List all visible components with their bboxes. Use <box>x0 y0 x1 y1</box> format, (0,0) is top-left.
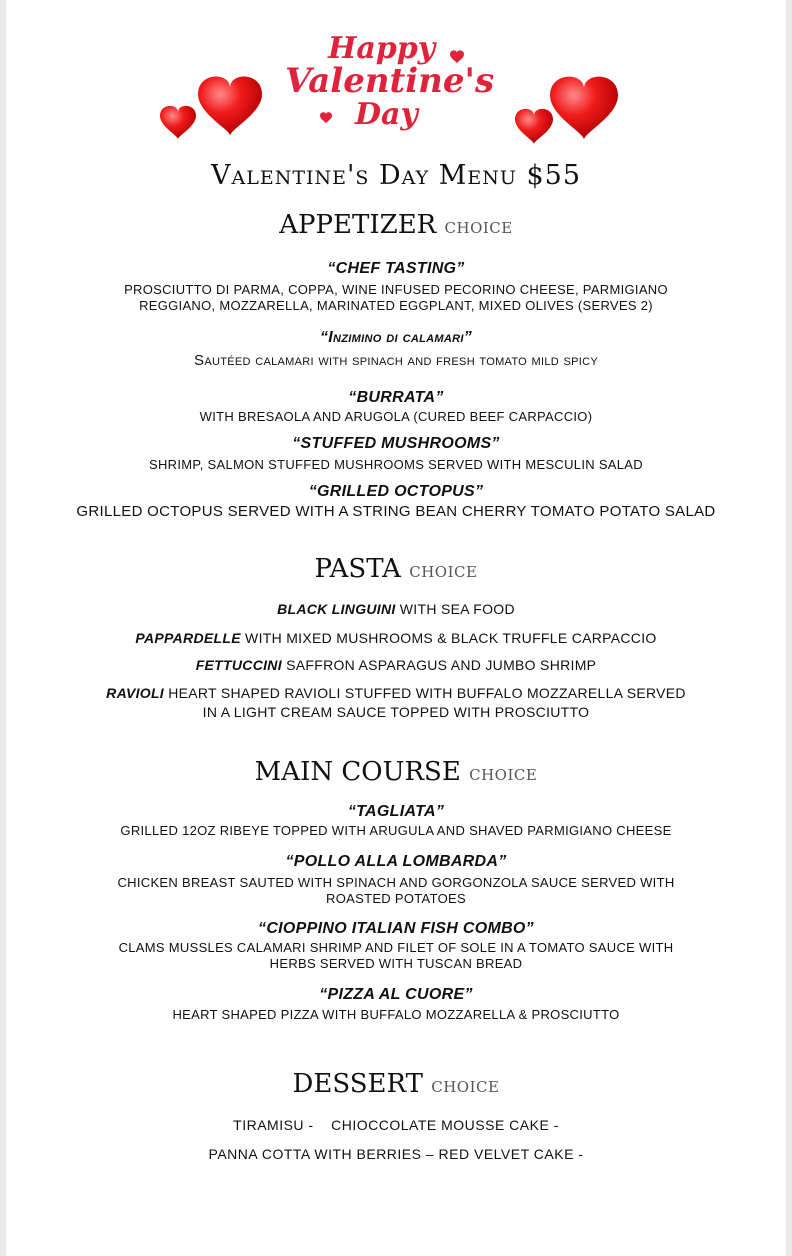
desc-line: HERBS SERVED WITH TUSCAN BREAD <box>269 956 523 971</box>
item-desc-chef-tasting <box>20 282 772 314</box>
pasta-item-desc: WITH SEA FOOD <box>395 601 515 617</box>
main-course-heading-label: MAIN COURSE <box>254 757 461 787</box>
desc-line: PROSCIUTTO DI PARMA, COPPA, WINE INFUSED PECORINO CHEESE, PARMIGIANO <box>124 282 668 297</box>
right-border <box>786 0 792 1256</box>
item-desc-burrata: WITH BRESAOLA AND ARUGOLA (CURED BEEF CARPACCIO) <box>199 409 593 424</box>
appetizer-heading-label: APPETIZER <box>279 210 437 240</box>
happy-script: Happy <box>328 31 436 66</box>
item-desc-stuffed-mushrooms: SHRIMP, SALMON STUFFED MUSHROOMS SERVED WITH MESCULIN SALAD <box>149 457 643 472</box>
item-name-cioppino: “CIOPPINO ITALIAN FISH COMBO” <box>258 920 534 937</box>
item-name-stuffed-mushrooms: “STUFFED MUSHROOMS” <box>292 435 500 452</box>
pasta-item-fettuccini <box>20 656 772 675</box>
heart-icon <box>198 76 262 135</box>
day-script: Day <box>355 97 418 132</box>
pasta-item-name: BLACK LINGUINI <box>277 601 396 617</box>
pasta-heading <box>20 554 772 584</box>
dessert-choice-label: CHOICE <box>431 1078 500 1096</box>
item-name-inzimino: “Inzimino di calamari” <box>319 329 473 346</box>
dessert-heading-label: DESSERT <box>292 1069 423 1099</box>
pasta-item-name: PAPPARDELLE <box>135 630 241 646</box>
pasta-item-desc: WITH MIXED MUSHROOMS & BLACK TRUFFLE CARPACCIO <box>240 630 657 646</box>
heart-icon <box>550 77 618 140</box>
pasta-item-black-linguini <box>20 600 772 619</box>
pasta-item-desc: SAFFRON ASPARAGUS AND JUMBO SHRIMP <box>281 657 597 673</box>
main-course-choice-label: CHOICE <box>469 766 538 784</box>
pasta-item-desc-line2: IN A LIGHT CREAM SAUCE TOPPED WITH PROSCIUTTO <box>202 704 590 720</box>
dessert-line-2: PANNA COTTA WITH BERRIES – RED VELVET CAKE - <box>208 1146 584 1162</box>
item-name-pollo: “POLLO ALLA LOMBARDA” <box>285 853 507 870</box>
heart-icon <box>515 109 553 144</box>
item-name-pizza: “PIZZA AL CUORE” <box>319 986 473 1003</box>
item-desc-pollo <box>20 875 772 907</box>
item-desc-pizza: HEART SHAPED PIZZA WITH BUFFALO MOZZARELLA & PROSCIUTTO <box>172 1007 620 1022</box>
heart-icon <box>320 112 332 123</box>
item-desc-cioppino <box>20 940 772 972</box>
item-name-chef-tasting: “CHEF TASTING” <box>327 260 465 277</box>
desc-line: CHICKEN BREAST SAUTED WITH SPINACH AND GORGONZOLA SAUCE SERVED WITH <box>117 875 675 890</box>
pasta-item-name: FETTUCCINI <box>195 657 282 673</box>
desc-line: ROASTED POTATOES <box>326 891 466 906</box>
left-border <box>0 0 6 1256</box>
item-name-tagliata: “TAGLIATA” <box>347 803 445 820</box>
item-name-grilled-octopus: “GRILLED OCTOPUS” <box>308 483 484 500</box>
item-desc-tagliata: GRILLED 12OZ RIBEYE TOPPED WITH ARUGULA AND SHAVED PARMIGIANO CHEESE <box>120 823 672 838</box>
valentines-script: Valentine's <box>285 61 495 101</box>
desc-line: REGGIANO, MOZZARELLA, MARINATED EGGPLANT, MIXED OLIVES (SERVES 2) <box>139 298 653 313</box>
menu-title: Valentine's Day Menu $55 <box>210 160 582 191</box>
item-name-burrata: “BURRATA” <box>348 389 444 406</box>
pasta-heading-label: PASTA <box>314 554 401 584</box>
pasta-choice-label: CHOICE <box>409 563 478 581</box>
pasta-item-desc: HEART SHAPED RAVIOLI STUFFED WITH BUFFALO MOZZARELLA SERVED <box>164 685 686 701</box>
pasta-item-name: RAVIOLI <box>106 685 164 701</box>
dessert-line-1: TIRAMISU - CHIOCCOLATE MOUSSE CAKE - <box>233 1117 559 1133</box>
pasta-item-ravioli <box>20 684 772 722</box>
item-desc-inzimino: Sautéed calamari with spinach and fresh tomato mild spicy <box>194 352 598 369</box>
appetizer-heading <box>20 210 772 240</box>
appetizer-choice-label: CHOICE <box>444 219 513 237</box>
main-course-heading <box>20 757 772 787</box>
pasta-item-pappardelle <box>20 629 772 648</box>
item-desc-grilled-octopus: GRILLED OCTOPUS SERVED WITH A STRING BEAN CHERRY TOMATO POTATO SALAD <box>76 503 716 520</box>
dessert-heading <box>20 1069 772 1099</box>
desc-line: CLAMS MUSSLES CALAMARI SHRIMP AND FILET OF SOLE IN A TOMATO SAUCE WITH <box>118 940 674 955</box>
heart-icon <box>160 106 196 139</box>
valentines-header-art <box>150 20 630 150</box>
